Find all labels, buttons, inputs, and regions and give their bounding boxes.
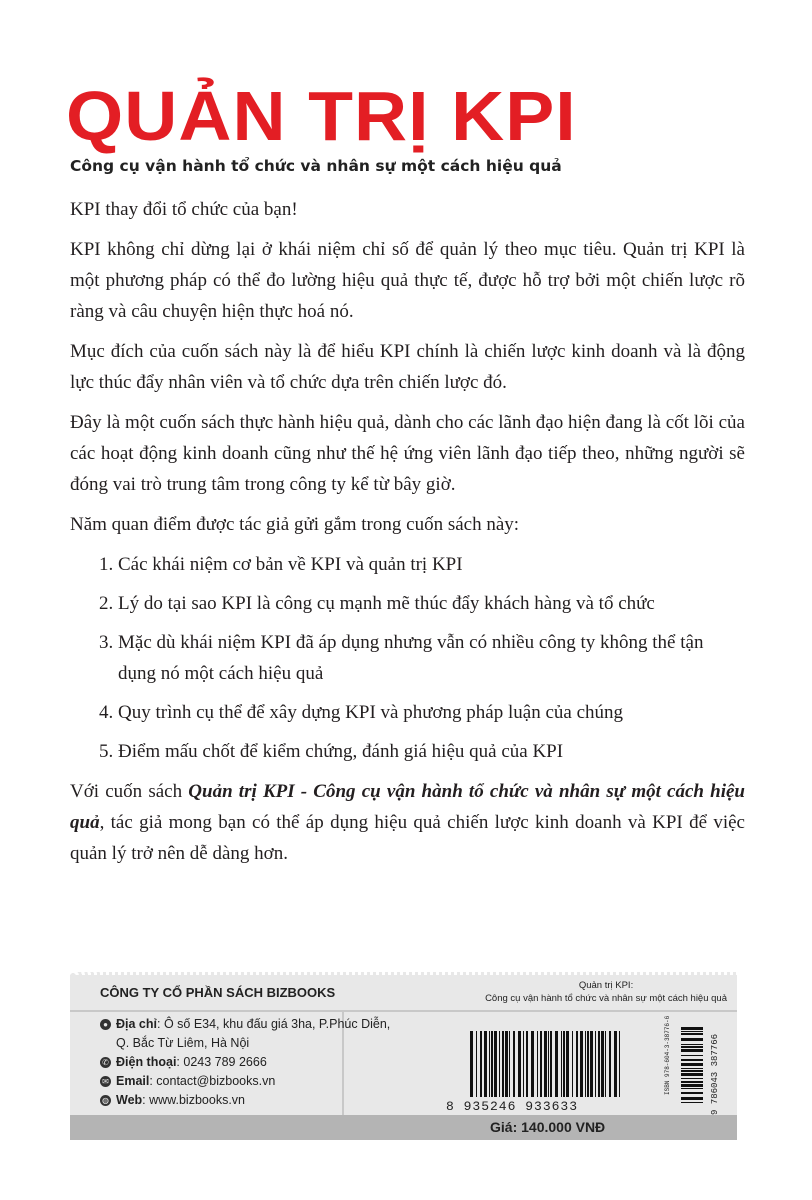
value: Q. Bắc Từ Liêm, Hà Nội: [116, 1036, 250, 1050]
barcode-bar: [470, 1031, 473, 1097]
barcode-bar: [681, 1031, 703, 1032]
price: Giá: 140.000 VNĐ: [490, 1119, 606, 1135]
web-row: [100, 1091, 390, 1110]
ean-barcode: [470, 1031, 630, 1097]
contact-info: [100, 1015, 390, 1110]
label: Web: [116, 1093, 143, 1107]
barcode-bar: [598, 1031, 600, 1097]
publisher-header: [70, 975, 737, 1012]
list-item: 5. Điểm mấu chốt để kiểm chứng, đánh giá hiệu quả của KPI: [118, 736, 745, 767]
paragraph: Năm quan điểm được tác giả gửi gắm trong cuốn sách này:: [70, 514, 520, 535]
label: Địa chỉ: [116, 1017, 157, 1031]
list-item: 3. Mặc dù khái niệm KPI đã áp dụng nhưng vẫn có nhiều công ty không thể tận dụng nó một cách hiệu quả: [118, 627, 745, 689]
barcode-bar: [548, 1031, 549, 1097]
barcode-bar: [531, 1031, 534, 1097]
barcode-bar: [681, 1088, 703, 1089]
ean-number: 8 935246 933633: [446, 1099, 579, 1114]
phone-icon: ✆: [100, 1057, 111, 1068]
barcode-bar: [585, 1031, 586, 1097]
barcode-bar: [609, 1031, 611, 1097]
value[interactable]: : contact@bizbooks.vn: [149, 1074, 276, 1088]
barcode-bar: [566, 1031, 569, 1097]
value: : Ô số E34, khu đấu giá 3ha, P.Phúc Diễn,: [157, 1017, 391, 1031]
barcode-bar: [484, 1031, 487, 1097]
small-title-line: Quản trị KPI:: [578, 980, 634, 991]
barcode-bar: [590, 1031, 593, 1097]
barcode-bar: [681, 1046, 703, 1048]
barcode-bar: [681, 1092, 703, 1094]
barcode-bar: [494, 1031, 497, 1097]
text: Với cuốn sách: [70, 781, 189, 802]
barcode-bar: [572, 1031, 573, 1097]
email-row: [100, 1072, 390, 1091]
paragraph: KPI không chỉ dừng lại ở khái niệm chỉ số để quản lý theo mục tiêu. Quản trị KPI là một phương pháp có thể đo lường hiệu quả thực tế, được hỗ trợ bởi một chiến lược rõ ràng và câu chuyện hiện thực hoá nó.: [70, 239, 745, 322]
barcode-bar: [580, 1031, 583, 1097]
paragraph: Đây là một cuốn sách thực hành hiệu quả, dành cho các lãnh đạo hiện đang là cốt lõi của các hoạt động kinh doanh cũng như thế hệ ứng viên lãnh đạo tiếp theo, những người sẽ đóng vai trò trung tâm trong công ty kể từ bây giờ.: [70, 412, 745, 495]
barcode-bar: [681, 1073, 703, 1076]
barcode-bar: [561, 1031, 562, 1097]
barcode-bar: [681, 1084, 703, 1087]
barcode-bar: [537, 1031, 538, 1097]
barcode-bar: [550, 1031, 552, 1097]
barcode-bar: [614, 1031, 617, 1097]
barcode-bar: [681, 1070, 703, 1072]
label: Email: [116, 1074, 150, 1088]
barcode-bar: [619, 1031, 620, 1097]
price-bar: [70, 1115, 737, 1140]
barcode-bar: [681, 1027, 703, 1030]
barcode-bar: [491, 1031, 493, 1097]
barcode-bar: [681, 1097, 703, 1100]
company-name: CÔNG TY CỔ PHẦN SÁCH BIZBOOKS: [100, 985, 336, 1000]
barcode-bar: [555, 1031, 558, 1097]
location-pin-icon: ●: [100, 1019, 111, 1030]
barcode-bar: [499, 1031, 500, 1097]
barcode-bar: [681, 1059, 703, 1061]
blurb: [70, 194, 745, 878]
value: : 0243 789 2666: [176, 1055, 267, 1069]
closing-paragraph: [70, 776, 745, 869]
barcode-bar: [601, 1031, 604, 1097]
barcode-bar: [563, 1031, 565, 1097]
barcode-bar: [489, 1031, 490, 1097]
barcode-bar: [480, 1031, 482, 1097]
text: , tác giả mong bạn có thể áp dụng hiệu quả chiến lược kinh doanh và KPI để việc quản lý trở nên dễ dàng hơn.: [70, 812, 745, 864]
barcode-bar: [605, 1031, 606, 1097]
barcode-bar: [681, 1068, 703, 1069]
isbn-number: 9 786043 387766: [710, 1033, 720, 1115]
label: Điện thoại: [116, 1055, 177, 1069]
barcode-bar: [681, 1081, 703, 1083]
barcode-bar: [681, 1049, 703, 1052]
book-title-emphasis: Quản trị KPI - Công cụ vận hành tổ chức và nhân sự một cách hiệu quả: [70, 781, 746, 833]
phone-row: [100, 1053, 390, 1072]
barcode-bar: [681, 1078, 703, 1079]
barcode-bar: [523, 1031, 524, 1097]
barcode-bar: [681, 1044, 703, 1045]
list-item: 1. Các khái niệm cơ bản về KPI và quản trị KPI: [118, 549, 745, 580]
barcode-bar: [518, 1031, 521, 1097]
barcode-bar: [681, 1038, 703, 1041]
barcode-bar: [502, 1031, 504, 1097]
email-icon: ✉: [100, 1076, 111, 1087]
barcode-bar: [476, 1031, 477, 1097]
paragraph: Mục đích của cuốn sách này là để hiểu KPI chính là chiến lược kinh doanh và là động lực thúc đẩy nhân viên và tổ chức dựa trên chiến lược đó.: [70, 341, 745, 393]
barcode-bar: [681, 1063, 703, 1066]
list-item: 2. Lý do tại sao KPI là công cụ mạnh mẽ thúc đẩy khách hàng và tổ chức: [118, 588, 745, 619]
barcode-bar: [544, 1031, 547, 1097]
small-book-title: [485, 979, 727, 1005]
barcode-bar: [681, 1055, 703, 1056]
barcode-bar: [509, 1031, 510, 1097]
barcode-bar: [681, 1102, 703, 1103]
publisher-box: [70, 975, 737, 1140]
barcode-bar: [681, 1033, 703, 1035]
barcode-bar: [595, 1031, 596, 1097]
paragraph: KPI thay đổi tổ chức của bạn!: [70, 199, 298, 220]
book-subtitle: Công cụ vận hành tổ chức và nhân sự một cách hiệu quả: [70, 157, 562, 175]
value[interactable]: : www.bizbooks.vn: [142, 1093, 245, 1107]
isbn-text: ISBN 978-604-3-38776-6: [664, 1015, 671, 1095]
barcode-bar: [587, 1031, 589, 1097]
globe-icon: ◍: [100, 1095, 111, 1106]
list-item: 4. Quy trình cụ thể để xây dựng KPI và phương pháp luận của chúng: [118, 697, 745, 728]
book-title: QUẢN TRỊ KPI: [66, 77, 577, 155]
barcode-bar: [540, 1031, 542, 1097]
barcode-bar: [505, 1031, 508, 1097]
viewpoints-list: [70, 549, 745, 767]
isbn-barcode: [681, 1027, 703, 1109]
barcode-bar: [513, 1031, 515, 1097]
address-row: [100, 1015, 390, 1053]
small-title-line: Công cụ vận hành tổ chức và nhân sự một cách hiệu quả: [485, 993, 727, 1004]
barcode-bar: [526, 1031, 528, 1097]
barcode-bar: [576, 1031, 578, 1097]
